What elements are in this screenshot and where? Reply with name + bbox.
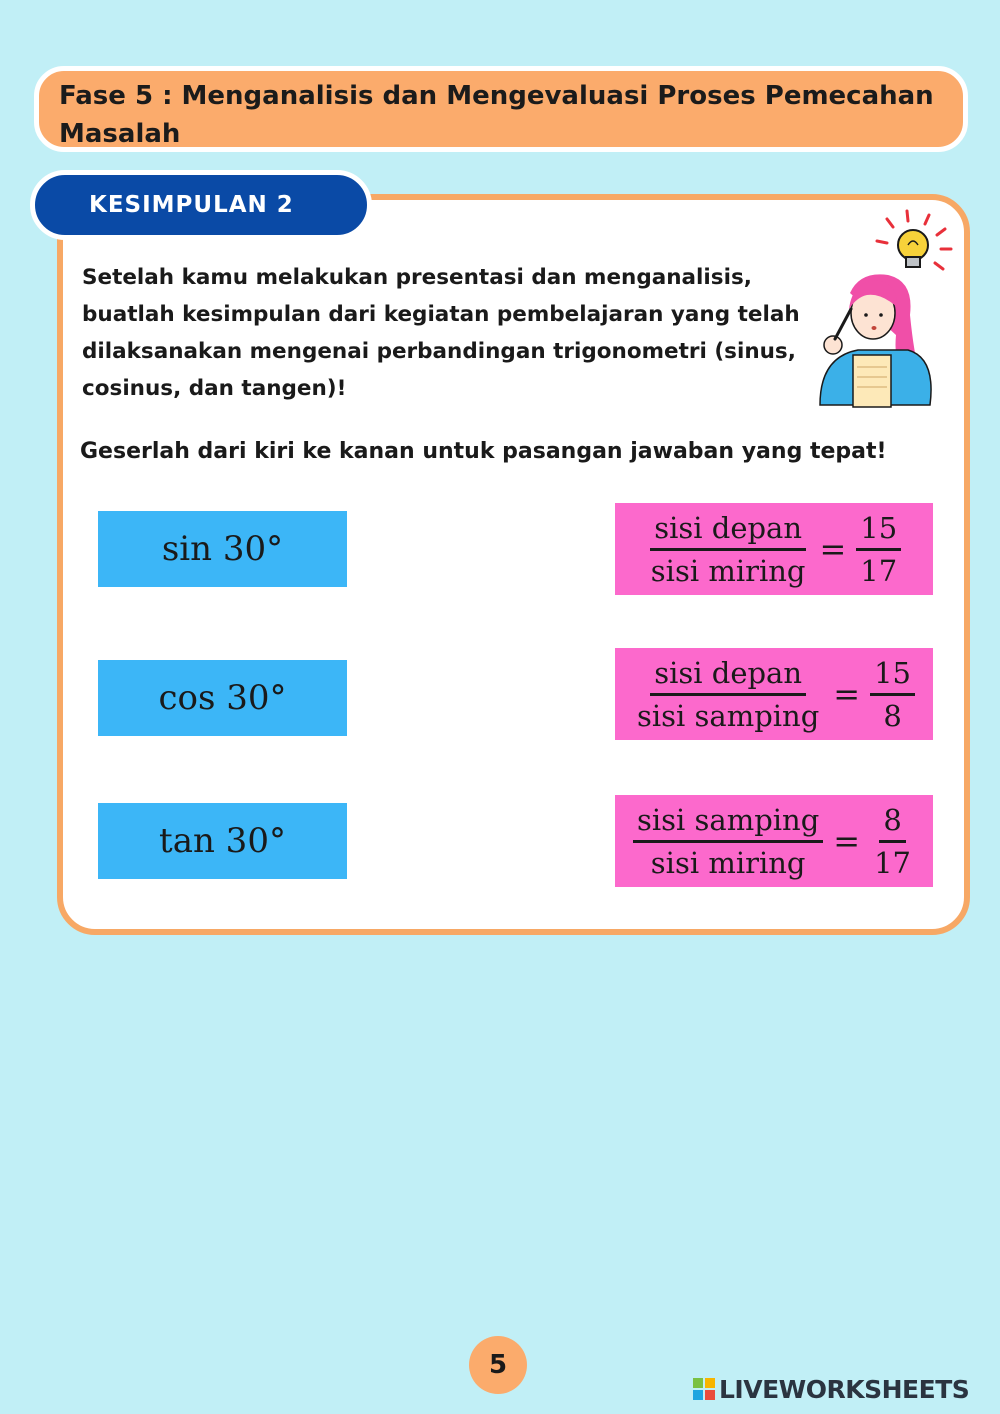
drop-target-2[interactable] — [615, 648, 933, 740]
liveworksheets-logo-icon — [693, 1378, 715, 1400]
ratio-numerator: sisi samping — [633, 802, 823, 843]
phase-title: Fase 5 : Menganalisis dan Mengevaluasi Proses Pemecahan Masalah — [59, 81, 934, 149]
brand-text: LIVEWORKSHEETS — [719, 1374, 970, 1404]
drop-target-1[interactable] — [615, 503, 933, 595]
ratio-fraction — [647, 510, 810, 589]
drag-item-tan[interactable] — [98, 803, 347, 879]
drag-instruction-text: Geserlah dari kiri ke kanan untuk pasangan jawaban yang tepat! — [80, 439, 887, 464]
equals-sign: = — [819, 530, 847, 568]
drag-item-label: sin 30° — [161, 529, 284, 569]
drag-item-label: tan 30° — [159, 821, 286, 861]
drag-item-cos[interactable] — [98, 660, 347, 736]
drag-item-sin[interactable] — [98, 511, 347, 587]
value-numerator: 8 — [879, 802, 905, 843]
equals-sign: = — [833, 822, 861, 860]
thinking-girl-with-lightbulb-icon — [805, 205, 963, 420]
section-badge — [30, 170, 372, 240]
ratio-denominator: sisi miring — [650, 845, 806, 880]
value-numerator: 15 — [856, 510, 901, 551]
value-numerator: 15 — [870, 655, 915, 696]
section-badge-label: KESIMPULAN 2 — [89, 192, 294, 218]
value-fraction — [870, 655, 915, 734]
value-denominator: 17 — [874, 845, 911, 880]
equals-sign: = — [833, 675, 861, 713]
ratio-numerator: sisi depan — [650, 655, 806, 696]
value-denominator: 17 — [860, 553, 898, 588]
ratio-numerator: sisi depan — [650, 510, 806, 551]
ratio-denominator: sisi miring — [650, 553, 806, 588]
brand-logo[interactable] — [693, 1372, 969, 1406]
phase-header — [34, 66, 968, 152]
drop-target-3[interactable] — [615, 795, 933, 887]
drag-item-label: cos 30° — [158, 678, 287, 718]
ratio-fraction — [633, 655, 823, 734]
value-fraction — [856, 510, 901, 589]
ratio-denominator: sisi samping — [636, 698, 820, 733]
value-fraction — [870, 802, 915, 881]
ratio-fraction — [633, 802, 823, 881]
instructions-text: Setelah kamu melakukan presentasi dan menganalisis, buatlah kesimpulan dari kegiatan pembelajaran yang telah dilaksanakan mengenai perbandingan trigonometri (sinus, cosinus, dan tangen)! — [82, 265, 800, 401]
value-denominator: 8 — [883, 698, 902, 733]
page-number: 5 — [469, 1336, 527, 1394]
